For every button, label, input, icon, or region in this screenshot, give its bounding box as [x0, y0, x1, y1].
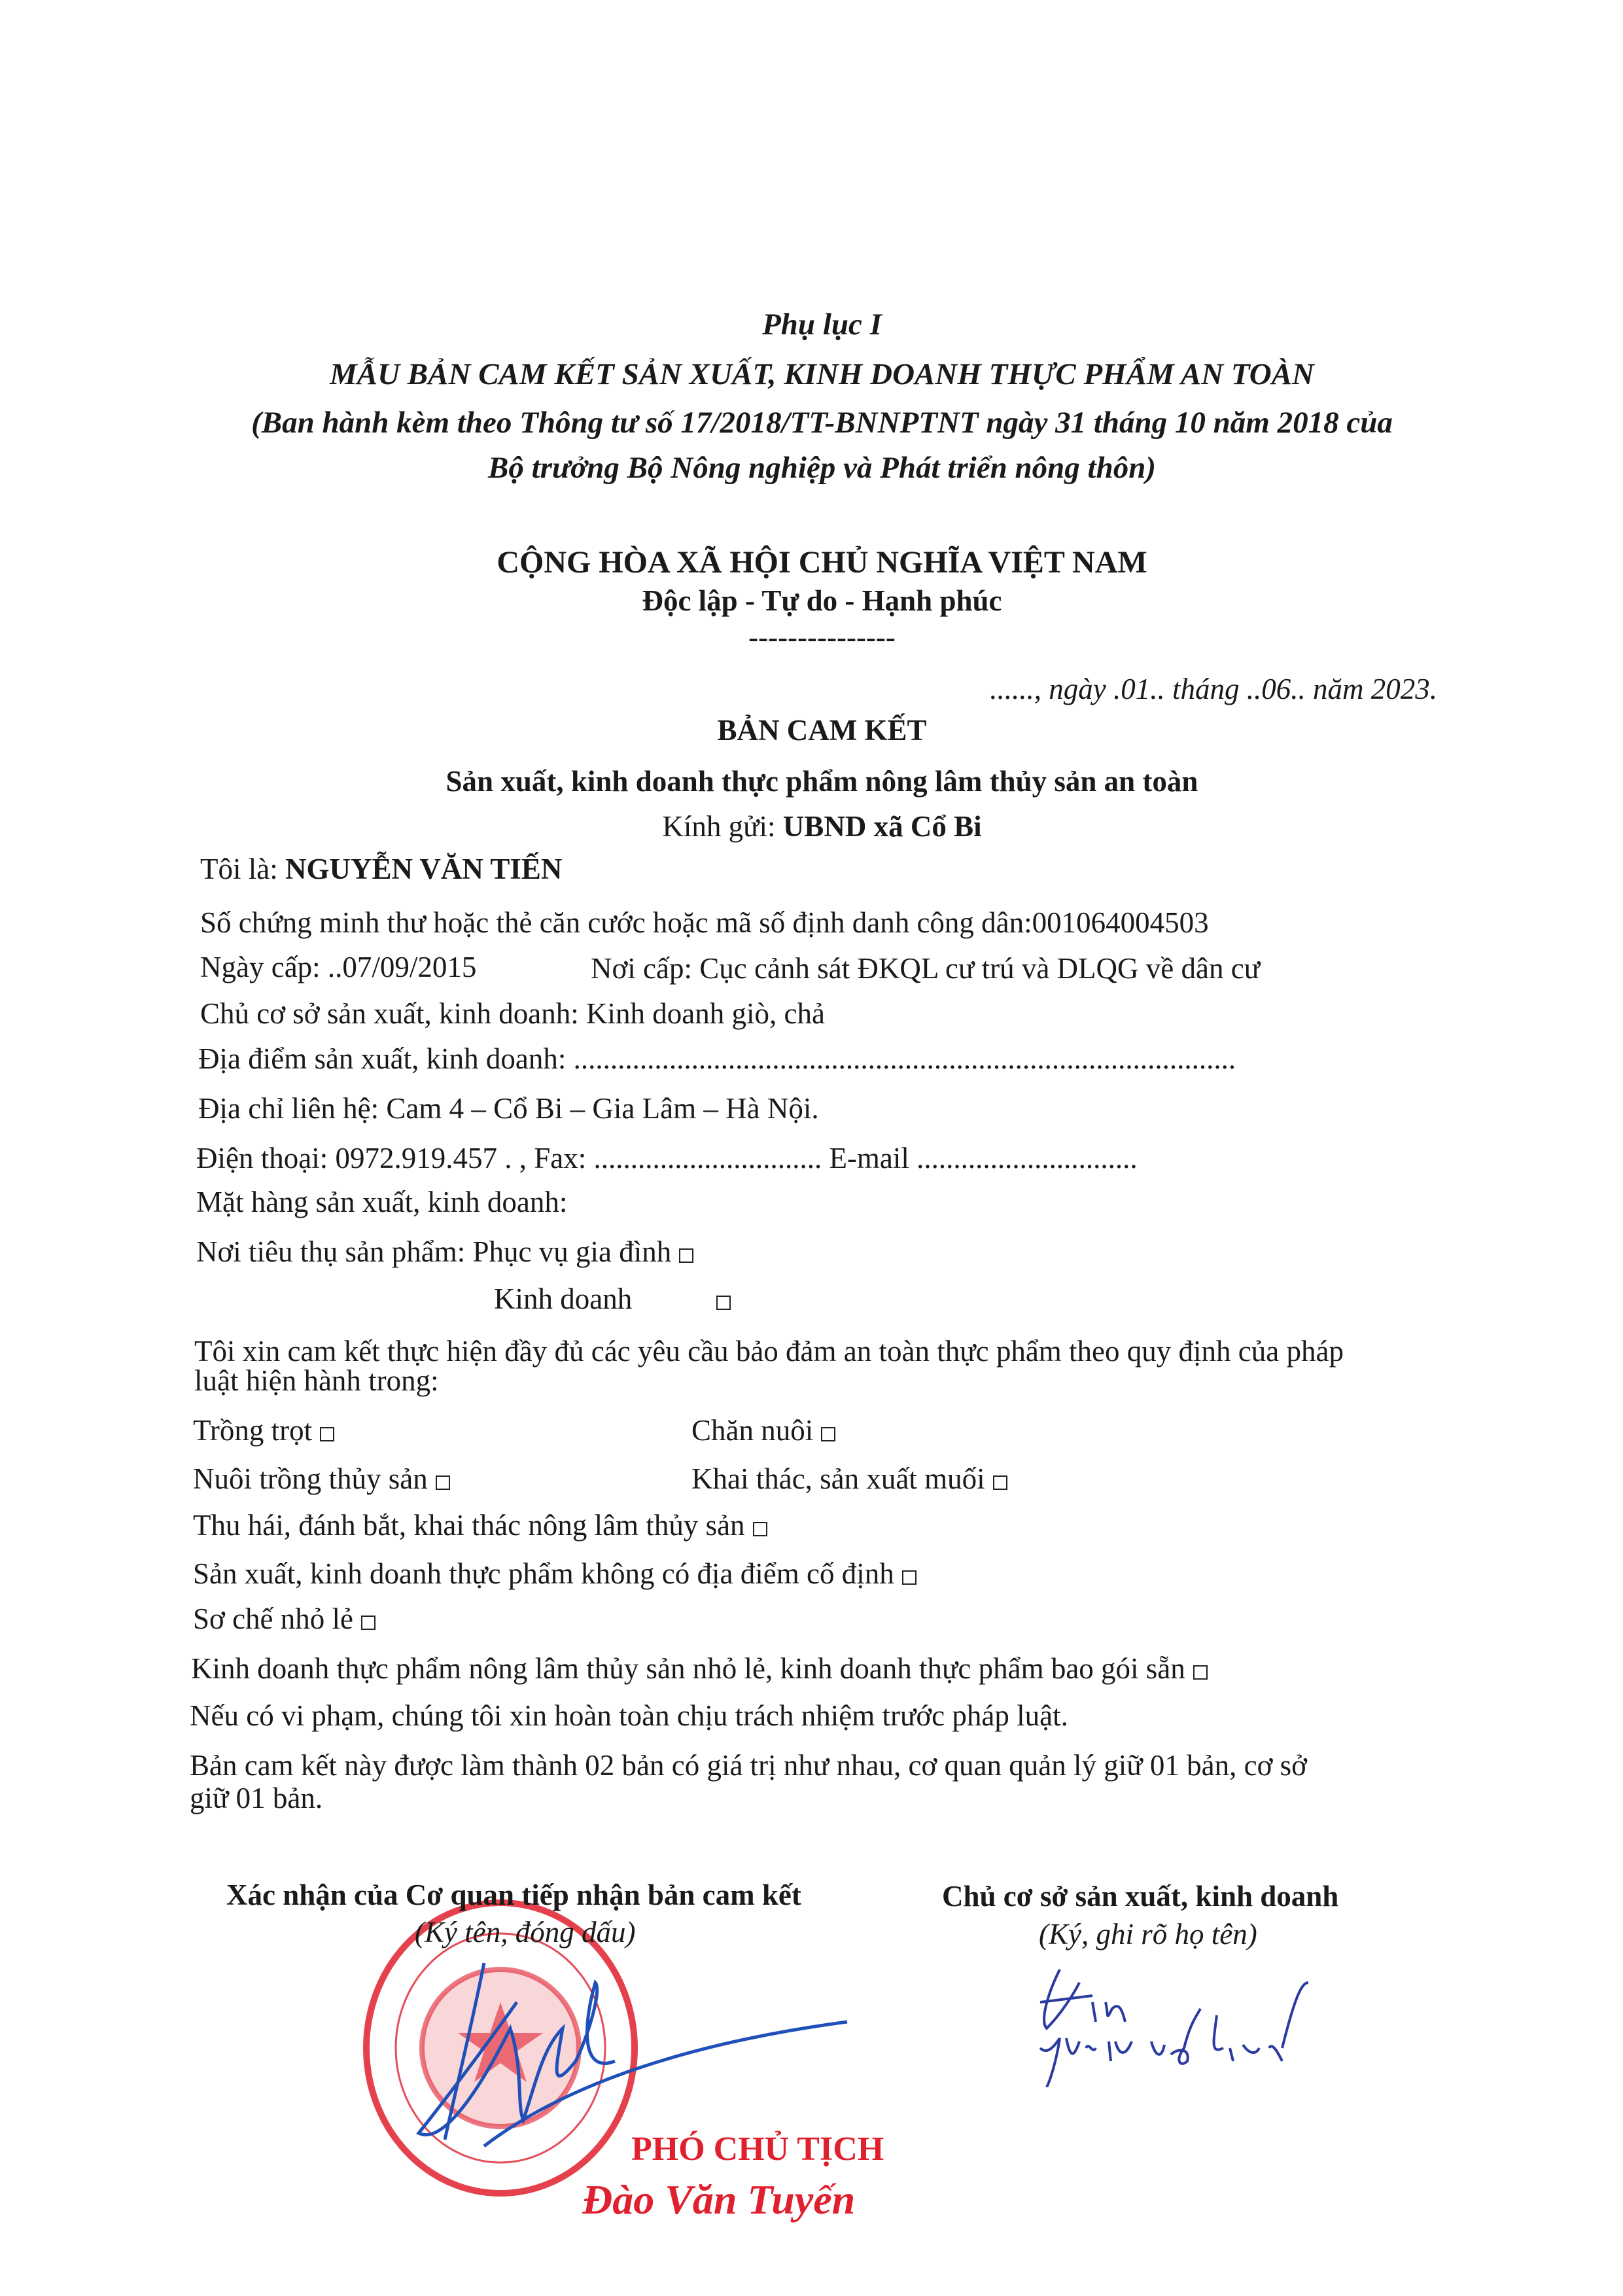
option-label: Thu hái, đánh bắt, khai thác nông lâm thủy sản	[193, 1509, 745, 1542]
option-row	[691, 1412, 835, 1449]
checkbox[interactable]	[436, 1475, 450, 1490]
option-row	[193, 1600, 375, 1637]
form-title: MẪU BẢN CAM KẾT SẢN XUẤT, KINH DOANH THỰC PHẨM AN TOÀN	[329, 357, 1315, 391]
option-label: Khai thác, sản xuất muối	[691, 1462, 985, 1495]
option-row	[191, 1650, 1208, 1687]
copies-statement-1: Bản cam kết này được làm thành 02 bản có giá trị như nhau, cơ quan quản lý giữ 01 bản, cơ sở	[190, 1749, 1307, 1782]
issued-line-2: Bộ trưởng Bộ Nông nghiệp và Phát triển nông thôn)	[487, 451, 1157, 485]
consumption-option-family: Phục vụ gia đình	[472, 1235, 672, 1268]
location-field: Địa điểm sản xuất, kinh doanh: ..........................................................................................	[198, 1042, 1236, 1075]
phone-field: Điện thoại: 0972.919.457 . , Fax: ............................... E-mail ..............................	[196, 1142, 1138, 1174]
consumption-option-business-row	[494, 1280, 731, 1317]
checkbox[interactable]	[1193, 1665, 1208, 1680]
checkbox[interactable]	[753, 1522, 767, 1536]
recipient	[0, 808, 1623, 845]
document-title: BẢN CAM KẾT	[717, 714, 927, 747]
commitment-intro-1: Tôi xin cam kết thực hiện đầy đủ các yêu cầu bảo đảm an toàn thực phẩm theo quy định của pháp	[194, 1335, 1344, 1368]
checkbox[interactable]	[993, 1475, 1007, 1490]
checkbox[interactable]	[716, 1296, 731, 1310]
document-subtitle: Sản xuất, kinh doanh thực phẩm nông lâm thủy sản an toàn	[445, 765, 1198, 798]
products-field: Mặt hàng sản xuất, kinh doanh:	[196, 1186, 568, 1218]
option-label: Sản xuất, kinh doanh thực phẩm không có địa điểm cố định	[193, 1557, 894, 1590]
signer-position: PHÓ CHỦ TỊCH	[631, 2130, 884, 2168]
option-row	[193, 1412, 334, 1449]
commitment-intro-2: luật hiện hành trong:	[194, 1364, 439, 1397]
name-label: Tôi là:	[200, 853, 285, 885]
right-signature-note: (Ký, ghi rõ họ tên)	[1039, 1918, 1257, 1951]
right-signature-title: Chủ cơ sở sản xuất, kinh doanh	[942, 1880, 1339, 1913]
recipient-value: UBND xã Cổ Bi	[782, 810, 982, 843]
copies-statement-2: giữ 01 bản.	[190, 1782, 323, 1814]
violation-statement: Nếu có vi phạm, chúng tôi xin hoàn toàn chịu trách nhiệm trước pháp luật.	[190, 1699, 1068, 1732]
motto: Độc lập - Tự do - Hạnh phúc	[642, 584, 1002, 617]
option-row	[193, 1460, 450, 1497]
recipient-label: Kính gửi:	[662, 810, 783, 843]
document-date: ......, ngày .01.. tháng ..06.. năm 2023.	[990, 673, 1437, 705]
left-signature-title: Xác nhận của Cơ quan tiếp nhận bản cam kết	[226, 1879, 801, 1911]
owner-field: Chủ cơ sở sản xuất, kinh doanh: Kinh doanh giò, chả	[200, 997, 825, 1030]
id-field: Số chứng minh thư hoặc thẻ căn cước hoặc mã số định danh công dân:001064004503	[200, 906, 1209, 939]
option-row	[193, 1555, 916, 1592]
name-value: NGUYỄN VĂN TIẾN	[285, 853, 563, 885]
option-label: Chăn nuôi	[691, 1414, 814, 1447]
checkbox[interactable]	[902, 1570, 916, 1585]
country-name: CỘNG HÒA XÃ HỘI CHỦ NGHĨA VIỆT NAM	[497, 545, 1147, 580]
official-signature	[406, 1950, 864, 2159]
option-label: Sơ chế nhỏ lẻ	[193, 1602, 353, 1635]
issue-date-field: Ngày cấp: ..07/09/2015	[200, 951, 477, 983]
option-label: Kinh doanh thực phẩm nông lâm thủy sản nhỏ lẻ, kinh doanh thực phẩm bao gói sẵn	[191, 1652, 1185, 1685]
option-label: Trồng trọt	[193, 1414, 313, 1447]
consumption-option-business: Kinh doanh	[494, 1282, 633, 1315]
option-row	[691, 1460, 1007, 1497]
consumption-field	[196, 1233, 693, 1270]
checkbox[interactable]	[361, 1616, 375, 1630]
issued-line-1: (Ban hành kèm theo Thông tư số 17/2018/TT-BNNPTNT ngày 31 tháng 10 năm 2018 của	[251, 406, 1393, 440]
checkbox[interactable]	[679, 1248, 693, 1263]
appendix-label: Phụ lục I	[762, 308, 882, 342]
option-row	[193, 1507, 767, 1544]
checkbox[interactable]	[320, 1427, 334, 1441]
checkbox[interactable]	[821, 1427, 835, 1441]
signer-name: Đào Văn Tuyến	[582, 2176, 856, 2223]
divider: ---------------	[748, 621, 896, 654]
consumption-label: Nơi tiêu thụ sản phẩm:	[196, 1235, 473, 1268]
option-label: Nuôi trồng thủy sản	[193, 1462, 428, 1495]
issue-place-field: Nơi cấp: Cục cảnh sát ĐKQL cư trú và DLQG về dân cư	[591, 952, 1261, 985]
owner-signature	[1034, 1956, 1361, 2087]
address-field: Địa chỉ liên hệ: Cam 4 – Cổ Bi – Gia Lâm – Hà Nội.	[198, 1092, 819, 1125]
left-signature-note: (Ký tên, đóng dấu)	[415, 1916, 636, 1949]
name-field	[200, 851, 562, 887]
